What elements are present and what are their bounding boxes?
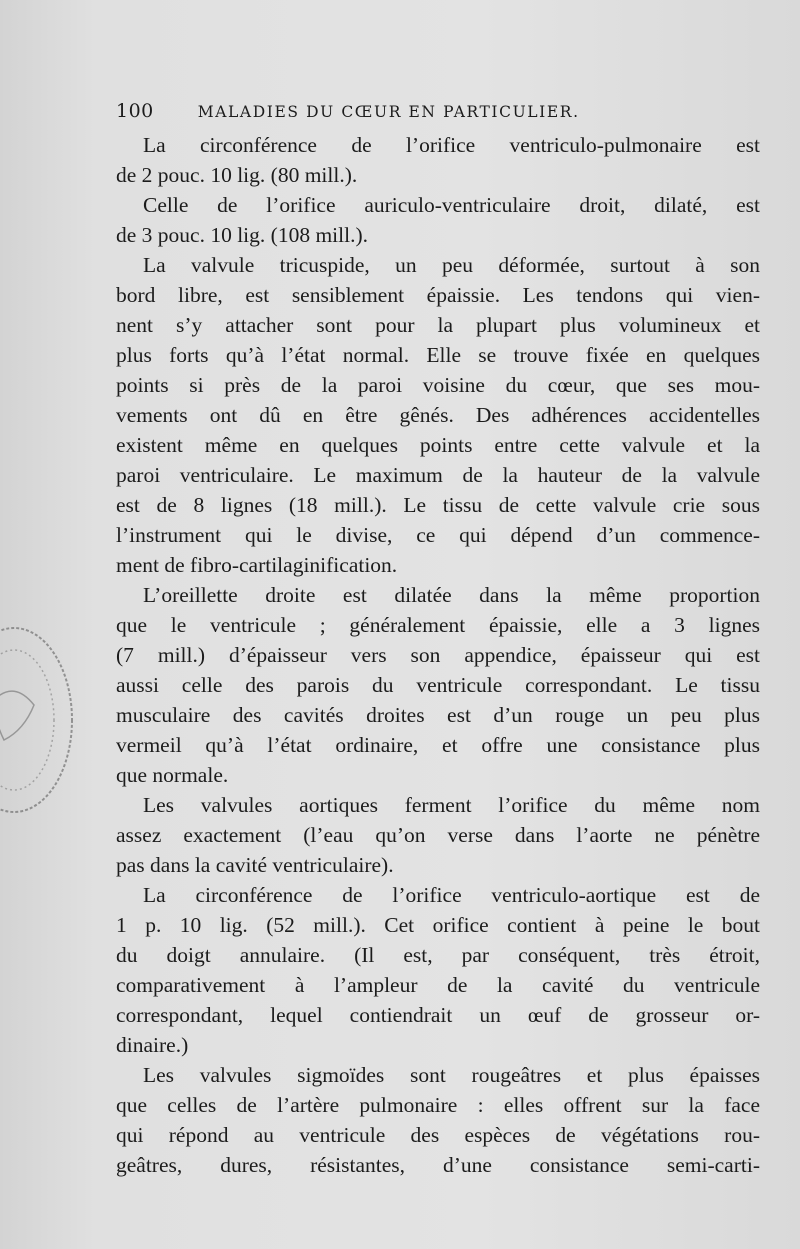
- page-header: [116, 100, 656, 122]
- text-line: pas dans la cavité ventriculaire).: [116, 853, 394, 877]
- text-line: L’oreillette droite est dilatée dans la même proportion: [143, 583, 760, 607]
- text-line: La circonférence de l’orifice ventriculo-aortique est de: [143, 883, 760, 907]
- text-line: vermeil qu’à l’état ordinaire, et offre une consistance plus: [116, 733, 760, 757]
- text-line: qui répond au ventricule des espèces de végétations rou-: [116, 1123, 760, 1147]
- text-line: plus forts qu’à l’état normal. Elle se trouve fixée en quelques: [116, 343, 760, 367]
- text-line: correspondant, lequel contiendrait un œuf de grosseur or-: [116, 1003, 760, 1027]
- text-line: Les valvules aortiques ferment l’orifice du même nom: [143, 793, 760, 817]
- text-line: geâtres, dures, résistantes, d’une consistance semi-carti-: [116, 1153, 760, 1177]
- text-line: 1 p. 10 lig. (52 mill.). Cet orifice contient à peine le bout: [116, 913, 760, 937]
- text-line: Celle de l’orifice auriculo-ventriculaire droit, dilaté, est: [143, 193, 760, 217]
- text-line: Les valvules sigmoïdes sont rougeâtres et plus épaisses: [143, 1063, 760, 1087]
- text-line: assez exactement (l’eau qu’on verse dans l’aorte ne pénètre: [116, 823, 760, 847]
- text-line: (7 mill.) d’épaisseur vers son appendice, épaisseur qui est: [116, 643, 760, 667]
- running-head: MALADIES DU CŒUR EN PARTICULIER.: [197, 103, 580, 121]
- text-line: La circonférence de l’orifice ventriculo-pulmonaire est: [143, 133, 760, 157]
- text-line: comparativement à l’ampleur de la cavité du ventricule: [116, 973, 760, 997]
- text-line: aussi celle des parois du ventricule correspondant. Le tissu: [116, 673, 760, 697]
- text-line: dinaire.): [116, 1033, 189, 1057]
- text-line: musculaire des cavités droites est d’un rouge un peu plus: [116, 703, 760, 727]
- library-stamp-icon: [0, 620, 82, 820]
- text-line: que normale.: [116, 763, 229, 787]
- text-line: de 3 pouc. 10 lig. (108 mill.).: [116, 223, 368, 247]
- text-line: points si près de la paroi voisine du cœur, que ses mou-: [116, 373, 760, 397]
- text-line: ment de fibro-cartilaginification.: [116, 553, 398, 577]
- text-line: existent même en quelques points entre cette valvule et la: [116, 433, 760, 457]
- text-line: du doigt annulaire. (Il est, par conséquent, très étroit,: [116, 943, 760, 967]
- text-line: que celles de l’artère pulmonaire : elles offrent sur la face: [116, 1093, 760, 1117]
- text-line: paroi ventriculaire. Le maximum de la hauteur de la valvule: [116, 463, 760, 487]
- body-text: [116, 130, 760, 1180]
- page-number: 100: [116, 100, 154, 122]
- text-line: nent s’y attacher sont pour la plupart plus volumineux et: [116, 313, 760, 337]
- text-line: que le ventricule ; généralement épaissie, elle a 3 lignes: [116, 613, 760, 637]
- text-line: de 2 pouc. 10 lig. (80 mill.).: [116, 163, 358, 187]
- text-line: vements ont dû en être gênés. Des adhérences accidentelles: [116, 403, 760, 427]
- text-line: l’instrument qui le divise, ce qui dépend d’un commence-: [116, 523, 760, 547]
- text-line: bord libre, est sensiblement épaissie. Les tendons qui vien-: [116, 283, 760, 307]
- text-line: est de 8 lignes (18 mill.). Le tissu de cette valvule crie sous: [116, 493, 760, 517]
- text-line: La valvule tricuspide, un peu déformée, surtout à son: [143, 253, 760, 277]
